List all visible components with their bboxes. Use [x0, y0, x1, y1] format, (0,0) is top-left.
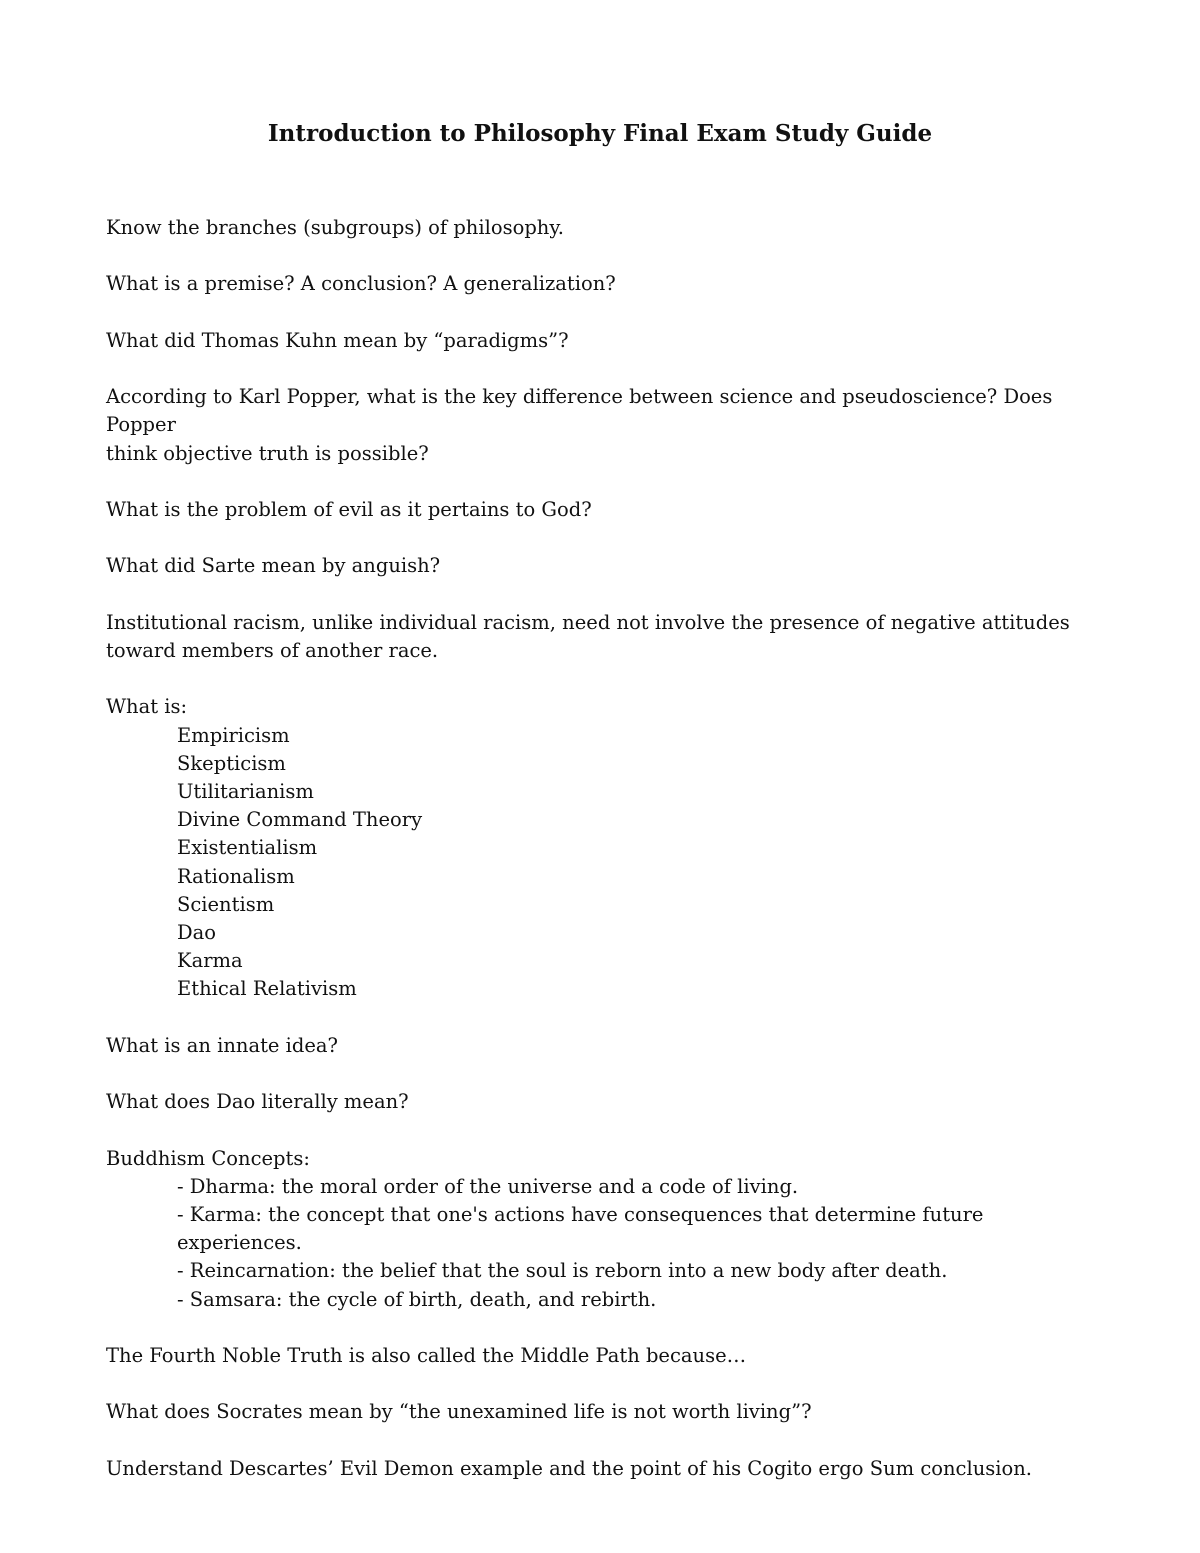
list-item: Rationalism: [177, 864, 295, 888]
what-is-heading: What is:: [106, 695, 188, 719]
list-item: Divine Command Theory: [177, 808, 423, 832]
question-premise: [106, 270, 1096, 298]
question-noble-truth-text: The Fourth Noble Truth is also called the Middle Path because…: [106, 1343, 747, 1367]
question-popper-line-2: think objective truth is possible?: [106, 441, 429, 465]
question-sartre: [106, 552, 1096, 580]
list-item: Skepticism: [177, 751, 286, 775]
question-popper-line-1: According to Karl Popper, what is the key difference between science and pseudoscience? Does Popper: [106, 385, 1053, 437]
question-sartre-text: What did Sarte mean by anguish?: [106, 554, 441, 578]
question-premise-text: What is a premise? A conclusion? A generalization?: [106, 272, 616, 296]
question-socrates: [106, 1398, 1096, 1426]
list-item: Karma: [177, 949, 243, 973]
list-item: - Samsara: the cycle of birth, death, and rebirth.: [177, 1287, 657, 1311]
question-branches: [106, 214, 1096, 242]
list-item: - Dharma: the moral order of the universe and a code of living.: [177, 1174, 799, 1198]
what-is-list: [106, 693, 1096, 1003]
list-item: Dao: [177, 920, 216, 944]
list-item: Empiricism: [177, 723, 290, 747]
list-item: - Reincarnation: the belief that the soul is reborn into a new body after death.: [177, 1259, 948, 1283]
question-evil-text: What is the problem of evil as it pertains to God?: [106, 497, 592, 521]
list-item: Utilitarianism: [177, 779, 314, 803]
list-item: Existentialism: [177, 836, 318, 860]
question-evil: [106, 496, 1096, 524]
question-descartes: [106, 1455, 1096, 1483]
question-socrates-text: What does Socrates mean by “the unexamined life is not worth living”?: [106, 1400, 812, 1424]
question-dao: [106, 1088, 1096, 1116]
buddhism-list: [106, 1145, 1096, 1314]
statement-racism-line-1: Institutional racism, unlike individual racism, need not involve the presence of negative attitudes: [106, 610, 1070, 634]
question-branches-text: Know the branches (subgroups) of philosophy.: [106, 216, 564, 239]
document-title: Introduction to Philosophy Final Exam Study Guide: [267, 120, 933, 147]
question-noble-truth: [106, 1342, 1096, 1370]
statement-racism-line-2: toward members of another race.: [106, 638, 439, 662]
list-item: - Karma: the concept that one's actions have consequences that determine future experiences.: [177, 1202, 984, 1255]
study-guide-body: [106, 214, 1096, 1511]
question-dao-text: What does Dao literally mean?: [106, 1090, 409, 1114]
question-innate: [106, 1032, 1096, 1060]
question-innate-text: What is an innate idea?: [106, 1033, 338, 1057]
question-kuhn-text: What did Thomas Kuhn mean by “paradigms”?: [106, 328, 569, 352]
buddhism-heading: Buddhism Concepts:: [106, 1146, 310, 1170]
question-descartes-text: Understand Descartes’ Evil Demon example and the point of his Cogito ergo Sum conclusion.: [106, 1456, 1033, 1480]
list-item: Scientism: [177, 892, 275, 916]
list-item: Ethical Relativism: [177, 977, 357, 1001]
question-kuhn: [106, 327, 1096, 355]
statement-racism: [106, 609, 1096, 665]
question-popper: [106, 383, 1096, 468]
